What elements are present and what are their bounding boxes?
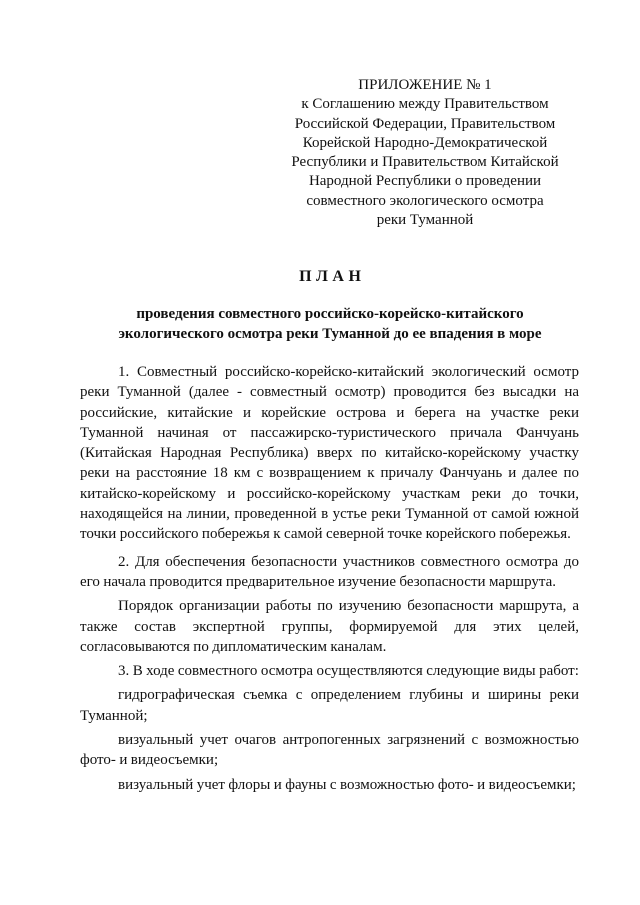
paragraph: визуальный учет очагов антропогенных загрязнений с возможностью фото- и видеосъемки; <box>80 732 579 769</box>
appendix-line: Российской Федерации, Правительством <box>294 115 556 132</box>
plan-heading <box>80 267 580 344</box>
appendix-line: Республики и Правительством Китайской <box>291 154 559 171</box>
paragraph: 3. В ходе совместного осмотра осуществляются следующие виды работ: <box>118 663 579 680</box>
appendix-line: реки Туманной <box>376 212 474 229</box>
appendix-line: совместного экологического осмотра <box>306 192 544 209</box>
plan-subtitle-line: проведения совместного российско-корейско-китайского <box>136 306 524 322</box>
appendix-line: ПРИЛОЖЕНИЕ № 1 <box>358 77 492 93</box>
appendix-line: к Соглашению между Правительством <box>301 96 549 113</box>
plan-subtitle <box>80 304 580 344</box>
paragraph: 2. Для обеспечения безопасности участников совместного осмотра до его начала проводится предварительное изучение безопасности маршрута. <box>80 553 579 590</box>
paragraph: Порядок организации работы по изучению безопасности маршрута, а также состав экспертной группы, формируемой для этих целей, согласовываются по дипломатическим каналам. <box>80 598 579 655</box>
paragraph: визуальный учет флоры и фауны с возможностью фото- и видеосъемки; <box>118 776 576 793</box>
plan-title: ПЛАН <box>299 268 366 285</box>
plan-subtitle-line: экологического осмотра реки Туманной до ее впадения в море <box>118 326 542 342</box>
paragraph: 1. Совместный российско-корейско-китайский экологический осмотр реки Туманной (далее - совместный осмотр) проводится без высадки на российские, китайские и корейские острова и берега на участке реки Туманной начиная от пассажирско-туристического причала Фанчуань (Китайская Народная Республика) вверх по китайско-корейскому участку реки на расстояние 18 км с возвращением к причалу Фанчуань и далее по китайско-корейскому и российско-корейскому участкам реки до точки, находящейся на линии, проведенной в устье реки Туманной от самой южной точки российского побережья к самой северной точке корейского побережья. <box>80 364 579 543</box>
document-body <box>80 362 579 799</box>
appendix-line: Корейской Народно-Демократической <box>302 134 548 151</box>
appendix-header <box>270 76 580 230</box>
paragraph: гидрографическая съемка с определением глубины и ширины реки Туманной; <box>80 687 579 724</box>
appendix-line: Народной Республики о проведении <box>308 173 542 190</box>
